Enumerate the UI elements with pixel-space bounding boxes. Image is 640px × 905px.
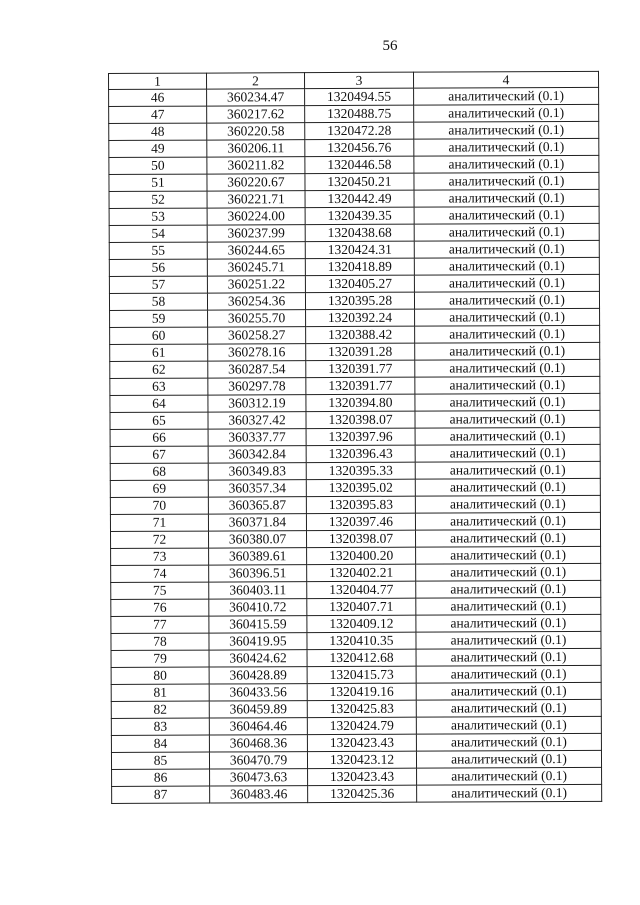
table-row <box>110 478 600 497</box>
y-coordinate-cell: 1320395.28 <box>305 292 414 309</box>
point-number-cell: 53 <box>109 208 207 225</box>
method-cell: аналитический (0.1) <box>416 648 601 666</box>
point-number-cell: 57 <box>109 276 207 293</box>
coordinates-table <box>108 71 602 804</box>
y-coordinate-cell: 1320494.55 <box>305 88 414 105</box>
y-coordinate-cell: 1320396.43 <box>306 445 415 462</box>
x-coordinate-cell: 360470.79 <box>209 752 307 769</box>
point-number-cell: 84 <box>111 735 209 752</box>
point-number-cell: 55 <box>109 242 207 259</box>
method-cell: аналитический (0.1) <box>415 376 600 394</box>
point-number-cell: 80 <box>111 667 209 684</box>
table-row <box>110 444 600 463</box>
point-number-cell: 48 <box>109 123 207 140</box>
table-row <box>112 767 602 786</box>
point-number-cell: 81 <box>111 684 209 701</box>
method-cell: аналитический (0.1) <box>415 512 600 530</box>
method-cell: аналитический (0.1) <box>416 665 601 683</box>
table-row <box>111 648 601 667</box>
table-row <box>109 104 599 123</box>
y-coordinate-cell: 1320409.12 <box>307 615 416 632</box>
y-coordinate-cell: 1320423.12 <box>307 751 416 768</box>
y-coordinate-cell: 1320410.35 <box>307 632 416 649</box>
method-cell: аналитический (0.1) <box>415 410 600 428</box>
point-number-cell: 82 <box>111 701 209 718</box>
x-coordinate-cell: 360459.89 <box>209 701 307 718</box>
table-row <box>109 189 599 208</box>
point-number-cell: 71 <box>110 514 208 531</box>
point-number-cell: 70 <box>110 497 208 514</box>
method-cell: аналитический (0.1) <box>417 784 602 802</box>
y-coordinate-cell: 1320398.07 <box>306 530 415 547</box>
x-coordinate-cell: 360415.59 <box>209 616 307 633</box>
y-coordinate-cell: 1320395.02 <box>306 479 415 496</box>
table-row <box>111 682 601 701</box>
table-row <box>111 716 601 735</box>
x-coordinate-cell: 360220.58 <box>207 123 305 140</box>
x-coordinate-cell: 360327.42 <box>208 412 306 429</box>
y-coordinate-cell: 1320418.89 <box>305 258 414 275</box>
table-row <box>109 155 599 174</box>
method-cell: аналитический (0.1) <box>416 597 601 615</box>
y-coordinate-cell: 1320488.75 <box>305 105 414 122</box>
table-row <box>109 240 599 259</box>
table-body <box>109 87 602 803</box>
x-coordinate-cell: 360468.36 <box>209 735 307 752</box>
x-coordinate-cell: 360244.65 <box>207 242 305 259</box>
method-cell: аналитический (0.1) <box>414 155 599 173</box>
table-row <box>110 512 600 531</box>
x-coordinate-cell: 360251.22 <box>207 276 305 293</box>
x-coordinate-cell: 360428.89 <box>209 667 307 684</box>
method-cell: аналитический (0.1) <box>415 495 600 513</box>
point-number-cell: 78 <box>111 633 209 650</box>
x-coordinate-cell: 360278.16 <box>208 344 306 361</box>
table-row <box>110 376 600 395</box>
table-row <box>111 733 601 752</box>
y-coordinate-cell: 1320407.71 <box>307 598 416 615</box>
point-number-cell: 51 <box>109 174 207 191</box>
y-coordinate-cell: 1320391.77 <box>306 360 415 377</box>
x-coordinate-cell: 360380.07 <box>208 531 306 548</box>
table-row <box>110 410 600 429</box>
method-cell: аналитический (0.1) <box>416 716 601 734</box>
x-coordinate-cell: 360396.51 <box>209 565 307 582</box>
method-cell: аналитический (0.1) <box>415 478 600 496</box>
method-cell: аналитический (0.1) <box>416 580 601 598</box>
x-coordinate-cell: 360245.71 <box>207 259 305 276</box>
method-cell: аналитический (0.1) <box>415 393 600 411</box>
method-cell: аналитический (0.1) <box>416 546 601 564</box>
method-cell: аналитический (0.1) <box>415 342 600 360</box>
method-cell: аналитический (0.1) <box>414 121 599 139</box>
table-row <box>110 325 600 344</box>
table-row <box>111 750 601 769</box>
point-number-cell: 86 <box>112 769 210 786</box>
method-cell: аналитический (0.1) <box>414 189 599 207</box>
table-row <box>109 121 599 140</box>
x-coordinate-cell: 360371.84 <box>208 514 306 531</box>
method-cell: аналитический (0.1) <box>415 325 600 343</box>
point-number-cell: 69 <box>110 480 208 497</box>
point-number-cell: 74 <box>111 565 209 582</box>
method-cell: аналитический (0.1) <box>415 529 600 547</box>
point-number-cell: 85 <box>111 752 209 769</box>
method-cell: аналитический (0.1) <box>414 257 599 275</box>
y-coordinate-cell: 1320397.96 <box>306 428 415 445</box>
y-coordinate-cell: 1320395.33 <box>306 462 415 479</box>
point-number-cell: 47 <box>109 106 207 123</box>
y-coordinate-cell: 1320415.73 <box>307 666 416 683</box>
y-coordinate-cell: 1320446.58 <box>305 156 414 173</box>
method-cell: аналитический (0.1) <box>414 291 599 309</box>
table-row <box>111 546 601 565</box>
method-cell: аналитический (0.1) <box>414 206 599 224</box>
y-coordinate-cell: 1320456.76 <box>305 139 414 156</box>
x-coordinate-cell: 360258.27 <box>208 327 306 344</box>
table-row <box>111 580 601 599</box>
point-number-cell: 79 <box>111 650 209 667</box>
point-number-cell: 75 <box>111 582 209 599</box>
point-number-cell: 67 <box>110 446 208 463</box>
point-number-cell: 68 <box>110 463 208 480</box>
table-row <box>111 699 601 718</box>
column-header-1: 1 <box>109 73 207 89</box>
table-row <box>110 427 600 446</box>
y-coordinate-cell: 1320425.36 <box>308 785 417 802</box>
y-coordinate-cell: 1320439.35 <box>305 207 414 224</box>
y-coordinate-cell: 1320392.24 <box>306 309 415 326</box>
y-coordinate-cell: 1320405.27 <box>305 275 414 292</box>
x-coordinate-cell: 360357.34 <box>208 480 306 497</box>
y-coordinate-cell: 1320391.28 <box>306 343 415 360</box>
y-coordinate-cell: 1320402.21 <box>307 564 416 581</box>
x-coordinate-cell: 360433.56 <box>209 684 307 701</box>
column-header-4: 4 <box>413 71 598 88</box>
method-cell: аналитический (0.1) <box>414 240 599 258</box>
table-row <box>111 597 601 616</box>
point-number-cell: 64 <box>110 395 208 412</box>
method-cell: аналитический (0.1) <box>416 631 601 649</box>
table-row <box>109 138 599 157</box>
table-row <box>111 631 601 650</box>
method-cell: аналитический (0.1) <box>414 104 599 122</box>
table-row <box>109 291 599 310</box>
table-row <box>109 257 599 276</box>
method-cell: аналитический (0.1) <box>414 138 599 156</box>
page-number: 56 <box>382 38 398 54</box>
method-cell: аналитический (0.1) <box>414 172 599 190</box>
method-cell: аналитический (0.1) <box>415 444 600 462</box>
x-coordinate-cell: 360217.62 <box>207 106 305 123</box>
point-number-cell: 50 <box>109 157 207 174</box>
method-cell: аналитический (0.1) <box>416 750 601 768</box>
point-number-cell: 77 <box>111 616 209 633</box>
x-coordinate-cell: 360424.62 <box>209 650 307 667</box>
x-coordinate-cell: 360224.00 <box>207 208 305 225</box>
table-row <box>111 563 601 582</box>
x-coordinate-cell: 360419.95 <box>209 633 307 650</box>
x-coordinate-cell: 360410.72 <box>209 599 307 616</box>
y-coordinate-cell: 1320412.68 <box>307 649 416 666</box>
y-coordinate-cell: 1320472.28 <box>305 122 414 139</box>
y-coordinate-cell: 1320391.77 <box>306 377 415 394</box>
table-row <box>110 308 600 327</box>
y-coordinate-cell: 1320450.21 <box>305 173 414 190</box>
x-coordinate-cell: 360365.87 <box>208 497 306 514</box>
x-coordinate-cell: 360403.11 <box>209 582 307 599</box>
x-coordinate-cell: 360389.61 <box>209 548 307 565</box>
point-number-cell: 61 <box>110 344 208 361</box>
y-coordinate-cell: 1320419.16 <box>307 683 416 700</box>
x-coordinate-cell: 360473.63 <box>210 769 308 786</box>
method-cell: аналитический (0.1) <box>414 274 599 292</box>
point-number-cell: 46 <box>109 89 207 106</box>
y-coordinate-cell: 1320398.07 <box>306 411 415 428</box>
x-coordinate-cell: 360211.82 <box>207 157 305 174</box>
table-row <box>109 172 599 191</box>
x-coordinate-cell: 360483.46 <box>210 786 308 803</box>
table-row <box>110 342 600 361</box>
point-number-cell: 59 <box>110 310 208 327</box>
method-cell: аналитический (0.1) <box>414 223 599 241</box>
table-row <box>109 87 599 106</box>
x-coordinate-cell: 360297.78 <box>208 378 306 395</box>
y-coordinate-cell: 1320424.31 <box>305 241 414 258</box>
y-coordinate-cell: 1320425.83 <box>307 700 416 717</box>
point-number-cell: 76 <box>111 599 209 616</box>
y-coordinate-cell: 1320400.20 <box>307 547 416 564</box>
method-cell: аналитический (0.1) <box>415 461 600 479</box>
method-cell: аналитический (0.1) <box>415 359 600 377</box>
x-coordinate-cell: 360337.77 <box>208 429 306 446</box>
y-coordinate-cell: 1320442.49 <box>305 190 414 207</box>
table-row <box>109 206 599 225</box>
table-row <box>111 529 601 548</box>
point-number-cell: 56 <box>109 259 207 276</box>
point-number-cell: 49 <box>109 140 207 157</box>
table-row <box>110 495 600 514</box>
method-cell: аналитический (0.1) <box>416 563 601 581</box>
x-coordinate-cell: 360349.83 <box>208 463 306 480</box>
method-cell: аналитический (0.1) <box>415 308 600 326</box>
point-number-cell: 63 <box>110 378 208 395</box>
x-coordinate-cell: 360220.67 <box>207 174 305 191</box>
y-coordinate-cell: 1320424.79 <box>307 717 416 734</box>
y-coordinate-cell: 1320423.43 <box>308 768 417 785</box>
y-coordinate-cell: 1320423.43 <box>307 734 416 751</box>
x-coordinate-cell: 360312.19 <box>208 395 306 412</box>
point-number-cell: 54 <box>109 225 207 242</box>
x-coordinate-cell: 360234.47 <box>207 89 305 106</box>
table-row <box>110 393 600 412</box>
y-coordinate-cell: 1320388.42 <box>306 326 415 343</box>
table-row <box>109 223 599 242</box>
point-number-cell: 87 <box>112 786 210 803</box>
x-coordinate-cell: 360255.70 <box>208 310 306 327</box>
method-cell: аналитический (0.1) <box>414 87 599 105</box>
column-header-2: 2 <box>207 73 305 89</box>
point-number-cell: 72 <box>111 531 209 548</box>
point-number-cell: 52 <box>109 191 207 208</box>
point-number-cell: 58 <box>109 293 207 310</box>
table-row <box>112 784 602 803</box>
method-cell: аналитический (0.1) <box>415 427 600 445</box>
method-cell: аналитический (0.1) <box>416 699 601 717</box>
column-header-3: 3 <box>305 72 414 88</box>
x-coordinate-cell: 360287.54 <box>208 361 306 378</box>
y-coordinate-cell: 1320438.68 <box>305 224 414 241</box>
x-coordinate-cell: 360254.36 <box>207 293 305 310</box>
x-coordinate-cell: 360206.11 <box>207 140 305 157</box>
table-row <box>110 461 600 480</box>
method-cell: аналитический (0.1) <box>416 682 601 700</box>
table-row <box>111 614 601 633</box>
table-row <box>109 274 599 293</box>
point-number-cell: 62 <box>110 361 208 378</box>
method-cell: аналитический (0.1) <box>416 733 601 751</box>
x-coordinate-cell: 360464.46 <box>209 718 307 735</box>
table-row <box>110 359 600 378</box>
x-coordinate-cell: 360237.99 <box>207 225 305 242</box>
point-number-cell: 65 <box>110 412 208 429</box>
point-number-cell: 66 <box>110 429 208 446</box>
method-cell: аналитический (0.1) <box>416 614 601 632</box>
point-number-cell: 60 <box>110 327 208 344</box>
table-row <box>111 665 601 684</box>
point-number-cell: 73 <box>111 548 209 565</box>
y-coordinate-cell: 1320397.46 <box>306 513 415 530</box>
method-cell: аналитический (0.1) <box>417 767 602 785</box>
y-coordinate-cell: 1320404.77 <box>307 581 416 598</box>
y-coordinate-cell: 1320394.80 <box>306 394 415 411</box>
y-coordinate-cell: 1320395.83 <box>306 496 415 513</box>
point-number-cell: 83 <box>111 718 209 735</box>
x-coordinate-cell: 360342.84 <box>208 446 306 463</box>
x-coordinate-cell: 360221.71 <box>207 191 305 208</box>
